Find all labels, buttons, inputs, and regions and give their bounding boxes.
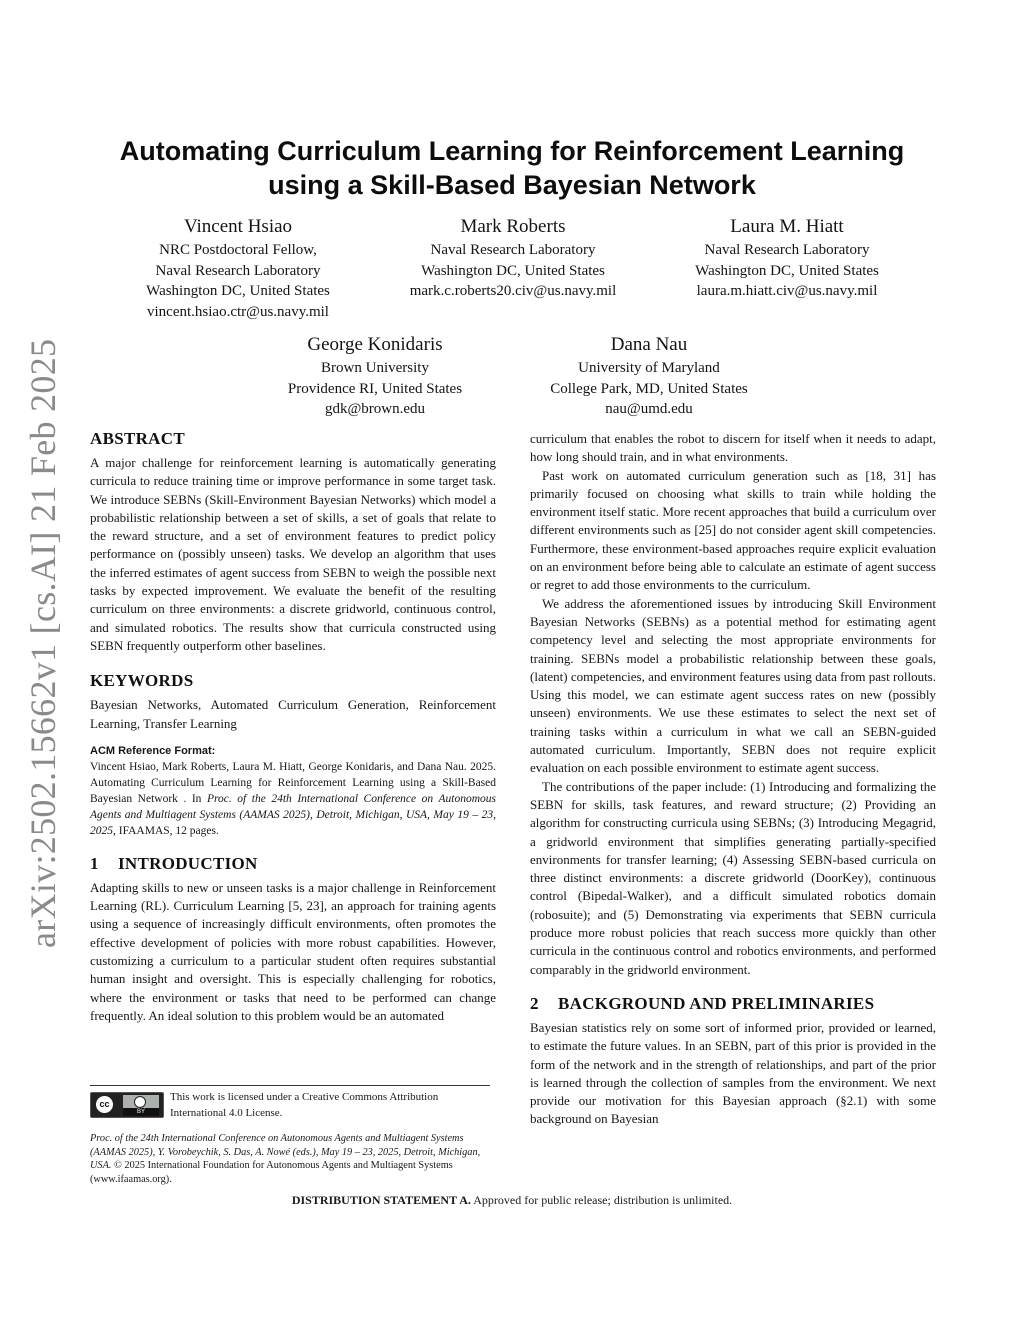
title-line-2: using a Skill-Based Bayesian Network: [268, 170, 756, 200]
keywords-text: Bayesian Networks, Automated Curriculum Generation, Reinforcement Learning, Transfer Learning: [90, 697, 496, 731]
license-text: This work is licensed under a Creative Commons Attribution International 4.0 License.: [170, 1091, 439, 1119]
abstract-heading: ABSTRACT: [90, 429, 185, 448]
intro-paragraph-4: The contributions of the paper include: (1) Introducing and formalizing the SEBN for skills, task features, and reward structure; (2) Providing an algorithm for constructing curricula using SEBNs; (3) Introducing Megagrid, a gridworld environment that simplifies generating partially-specified environments for transfer learning; (4) Assessing SEBN-based curricula on three distinct environments: a discrete gridworld (DoorKey), continuous control (Bipedal-Walker), and a difficult simulated robotics domain (robosuite); and (5) Demonstrating via experiments that SEBN curricula produce more robust policies that reach success more quickly than other curricula in the continuous control and robotics environments, and performed comparably in the gridworld environment.: [530, 778, 936, 977]
author-affiliation: Brown University: [321, 360, 429, 376]
author-location: Providence RI, United States: [287, 380, 463, 397]
intro-paragraph-3: We address the aforementioned issues by introducing Skill Environment Bayesian Networks (SEBNs) as a potential method for estimating agent competency level and selecting the most appropriate environments for training. SEBNs model a probabilistic relationship between these goals, (latent) competencies, and environment features using data from past rollouts. Using this model, we can estimate agent success rates on new (possibly unseen) environments. We use these estimates to select the next set of training tasks within a curriculum in what we call an SEBN-guided automated curriculum. Importantly, SEBN does not require explicit evaluation on each possible environment to estimate agent success.: [530, 595, 936, 776]
proceedings-italic: Proc. of the 24th International Conference on Autonomous Agents and Multiagent Systems (AAMAS 2025), Y. Vorobeychik, S. Das, A. Nowé (eds.), May 19 – 23, 2025, Detroit, Michigan, USA.: [90, 1133, 481, 1172]
intro-paragraph-1-continued: curriculum that enables the robot to discern for itself when it needs to adapt, how long should train, and in what environments.: [530, 431, 936, 465]
author-affiliation: University of Maryland: [578, 360, 720, 376]
background-heading: [530, 993, 936, 1015]
paper-title: [90, 134, 934, 202]
by-label: BY: [123, 1108, 159, 1116]
distribution-rest: Approved for public release; distribution is unlimited.: [470, 1193, 733, 1207]
background-paragraph-1: Bayesian statistics rely on some sort of informed prior, provided or learned, to estimate the future values. In an SEBN, part of this prior is provided in the form of the network and in the strength of relationships, and part of the prior is learned through the collection of samples from the environment. We next provide our motivation for this Bayesian approach (§2.1) with some background on Bayesian: [530, 1019, 936, 1127]
author-location: Washington DC, United States: [146, 283, 330, 299]
acm-authors: Vincent Hsiao, Mark Roberts, Laura M. Hiatt, George Konidaris, and Dana Nau. 2025. Automating Curriculum Learning for Reinforcement Learning using a Skill-Based Bayesian Network . In: [90, 760, 496, 805]
section-title: BACKGROUND AND PRELIMINARIES: [558, 993, 875, 1013]
author-block-hsiao: [112, 214, 364, 322]
author-name: Mark Roberts: [460, 216, 566, 237]
author-block-hiatt: [660, 214, 914, 302]
acm-venue: Proc. of the 24th International Conference on Autonomous Agents and Multiagent Systems (AAMAS 2025), Detroit, Michigan, USA, May 19 – 23, 2025: [90, 792, 496, 837]
author-name: Dana Nau: [610, 334, 688, 355]
creative-commons-badge: [90, 1092, 164, 1118]
intro-heading: [90, 853, 496, 875]
author-location: Washington DC, United States: [695, 262, 879, 279]
section-number: 2: [530, 993, 539, 1013]
author-affiliation: Naval Research Laboratory: [155, 262, 321, 279]
author-email: mark.c.roberts20.civ@us.navy.mil: [409, 283, 617, 299]
acm-reference-text: [90, 759, 496, 839]
distribution-statement: [0, 1192, 1024, 1208]
intro-paragraph-2: Past work on automated curriculum generation such as [18, 31] has primarily focused on choosing what skills to train while holding the environment itself static. More recent approaches that build a curriculum over different environments such as [25] do not consider agent skill competencies. Furthermore, these environment-based approaches require explicit evaluation on an environment before being able to calculate an estimate of agent success or regret to add those environments to the curriculum.: [530, 467, 936, 593]
acm-tail: , IFAAMAS, 12 pages.: [113, 824, 219, 837]
author-affiliation: Naval Research Laboratory: [704, 242, 870, 258]
author-name: George Konidaris: [307, 334, 443, 355]
intro-paragraph-1: Adapting skills to new or unseen tasks is a major challenge in Reinforcement Learning (RL). Curriculum Learning [5, 23], an approach for training agents using a sequence of increasingly difficult environments, often promotes the effective development of policies with more robust capabilities. However, customizing a curriculum to a particular student often requires substantial human insight and oversight. This is especially challenging for robotics, where the environment or tasks that need to be performed can change frequently. An ideal solution to this problem would be an automated: [90, 879, 496, 1023]
proceedings-note: [90, 1132, 496, 1186]
author-email: laura.m.hiatt.civ@us.navy.mil: [696, 283, 878, 299]
cc-icon: cc: [95, 1095, 114, 1114]
acm-reference: [90, 743, 496, 839]
arxiv-stamp: arXiv:2502.15662v1 [cs.AI] 21 Feb 2025: [23, 338, 63, 948]
section-number: 1: [90, 853, 99, 873]
author-email: gdk@brown.edu: [324, 401, 426, 417]
proceedings-copyright: © 2025 International Foundation for Autonomous Agents and Multiagent Systems (www.ifaamas.org).: [90, 1160, 453, 1185]
author-email: vincent.hsiao.ctr@us.navy.mil: [147, 303, 329, 320]
acm-reference-heading: ACM Reference Format:: [90, 744, 216, 757]
author-affiliation: NRC Postdoctoral Fellow,: [159, 242, 317, 258]
author-block-roberts: [382, 214, 644, 302]
author-name: Laura M. Hiatt: [730, 216, 844, 237]
person-icon: [134, 1096, 146, 1108]
author-name: Vincent Hsiao: [183, 216, 293, 237]
right-column: [530, 430, 936, 1129]
author-block-konidaris: [254, 332, 496, 420]
author-affiliation: Naval Research Laboratory: [430, 242, 596, 258]
keywords-heading: KEYWORDS: [90, 671, 194, 691]
author-location: Washington DC, United States: [421, 262, 605, 279]
author-email: nau@umd.edu: [605, 401, 693, 417]
distribution-bold: DISTRIBUTION STATEMENT A.: [291, 1193, 471, 1207]
title-line-1: Automating Curriculum Learning for Reinforcement Learning: [119, 136, 905, 166]
section-title: INTRODUCTION: [118, 853, 258, 873]
abstract-text: A major challenge for reinforcement learning is automatically generating curricula to reduce training time or improve performance in some target task. We introduce SEBNs (Skill-Environment Bayesian Networks) which model a probabilistic relationship between a set of skills, a set of goals that relate to the reward structure, and a set of environment features to predict policy performance on (possibly unseen) tasks. We develop an algorithm that uses the inferred estimates of agent success from SEBN to weigh the possible next tasks by expected improvement. We evaluate the benefit of the resulting curriculum on three environments: a discrete gridworld, continuous control, and simulated robotics. The results show that curricula constructed using SEBN frequently outperform other baselines.: [90, 455, 496, 653]
author-location: College Park, MD, United States: [550, 380, 748, 397]
author-block-nau: [526, 332, 772, 420]
footnote-rule: [90, 1085, 490, 1086]
left-column: [90, 428, 496, 1025]
